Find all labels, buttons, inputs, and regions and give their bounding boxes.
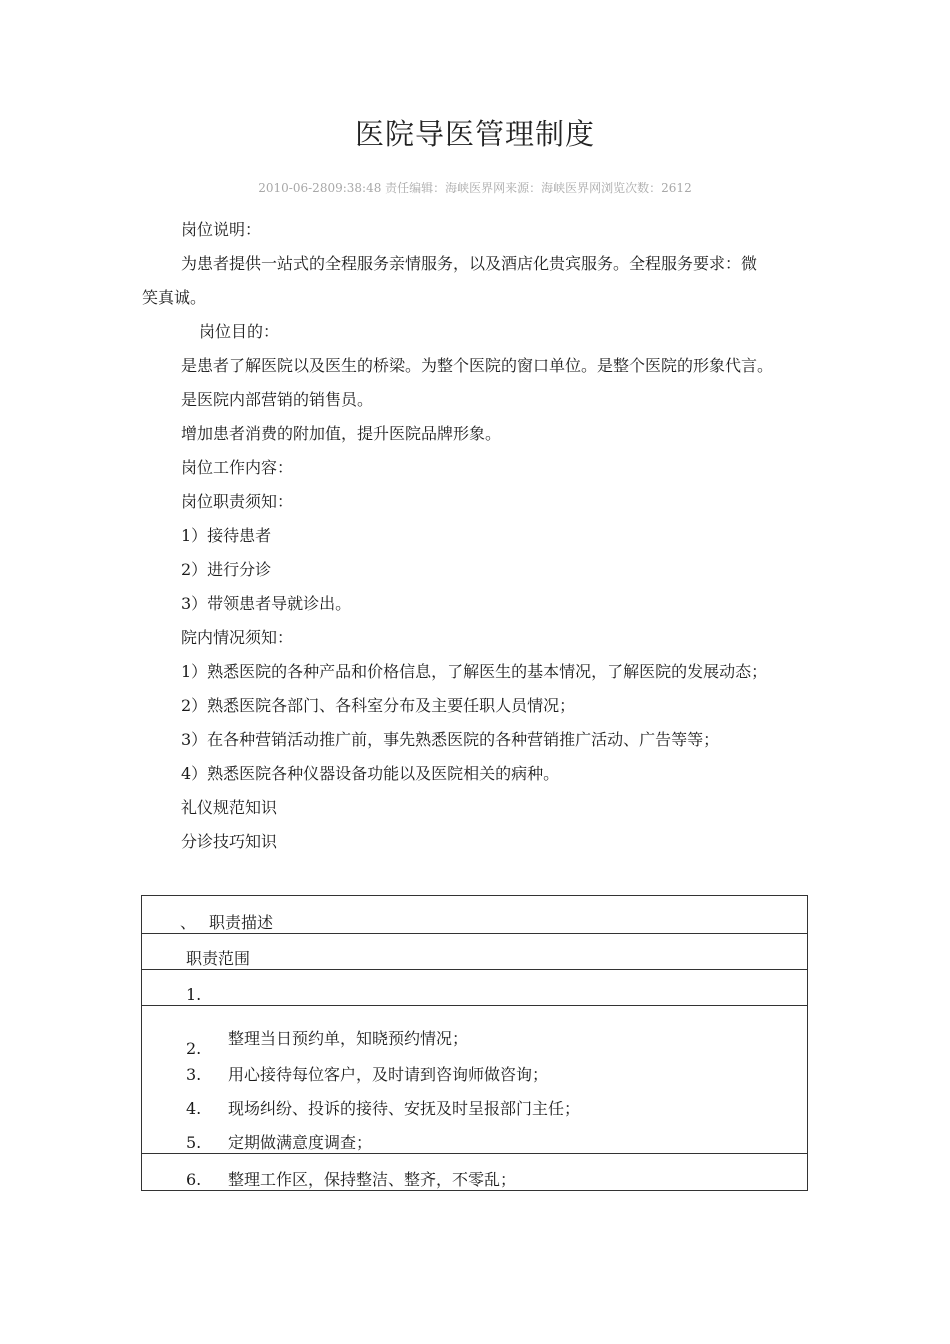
item-text: 用心接待每位客户，及时请到咨询师做咨询； [228,1065,549,1084]
duty-table [141,895,808,1191]
table-row [142,896,808,934]
table-cell-header [142,896,808,934]
paragraph-line: 为患者提供一站式的全程服务亲情服务，以及酒店化贵宾服务。全程服务要求：微 [181,254,758,273]
section-heading-duty-notes: 岗位职责须知： [181,492,294,511]
table-cell-item [142,1154,808,1191]
table-cell-items [142,1006,808,1154]
item-number: 6. [186,1170,202,1189]
table-row [142,1006,808,1154]
header-mark: 、 [180,913,197,932]
item-number: 2. [186,1039,202,1058]
list-item: 1）熟悉医院的各种产品和价格信息，了解医生的基本情况，了解医院的发展动态； [181,662,768,681]
section-heading-job-content: 岗位工作内容： [181,458,294,477]
section-heading-etiquette: 礼仪规范知识 [181,798,278,817]
paragraph-line: 增加患者消费的附加值，提升医院品牌形象。 [181,424,502,443]
item-number: 3. [186,1065,202,1084]
item-text: 整理工作区，保持整洁、整齐，不零乱； [228,1170,517,1189]
duty-scope-heading: 职责范围 [186,949,251,968]
section-heading-hospital-notes: 院内情况须知： [181,628,294,647]
list-item: 3）在各种营销活动推广前，事先熟悉医院的各种营销推广活动、广告等等； [181,730,720,749]
table-cell-item [142,970,808,1006]
article-meta: 2010-06-2809:38:48 责任编辑：海峡医界网来源：海峡医界网浏览次数：2612 [258,181,692,195]
list-item: 3）带领患者导就诊出。 [181,594,352,613]
table-row [142,1154,808,1191]
section-heading-job-description: 岗位说明： [181,220,262,239]
paragraph-line: 笑真诚。 [142,288,207,307]
list-item: 2）进行分诊 [181,560,272,579]
item-text: 定期做满意度调查； [228,1133,373,1152]
table-row [142,970,808,1006]
table-cell-scope [142,934,808,970]
paragraph-line: 是医院内部营销的销售员。 [181,390,374,409]
table-row [142,934,808,970]
duty-description-heading: 职责描述 [209,913,274,932]
item-number: 5. [186,1133,202,1152]
list-item: 4）熟悉医院各种仪器设备功能以及医院相关的病种。 [181,764,560,783]
item-number: 4. [186,1099,202,1118]
list-item: 2）熟悉医院各部门、各科室分布及主要任职人员情况； [181,696,576,715]
item-number: 1. [186,985,202,1004]
section-heading-triage: 分诊技巧知识 [181,832,278,851]
list-item: 1）接待患者 [181,526,272,545]
item-text: 现场纠纷、投诉的接待、安抚及时呈报部门主任； [228,1099,581,1118]
paragraph-line: 是患者了解医院以及医生的桥梁。为整个医院的窗口单位。是整个医院的形象代言。 [181,356,774,375]
item-text: 整理当日预约单，知晓预约情况； [228,1029,469,1048]
section-heading-job-purpose: 岗位目的： [199,322,280,341]
page-title: 医院导医管理制度 [354,117,595,151]
